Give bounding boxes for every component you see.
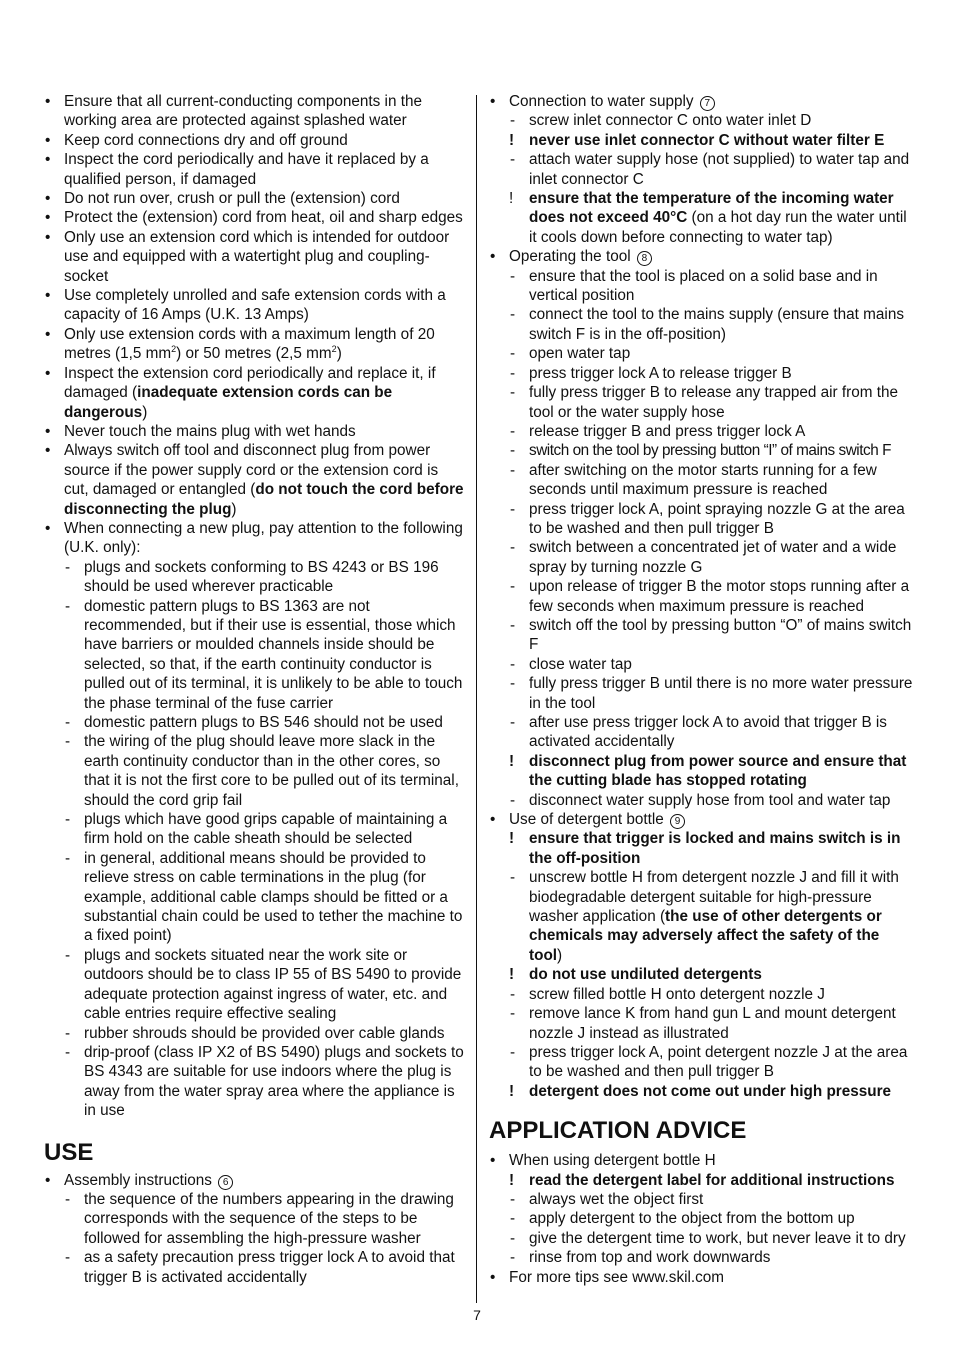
warning-text: read the detergent label for additional instructions — [529, 1171, 895, 1189]
warning — [489, 1082, 914, 1101]
warning-mark: ! — [509, 752, 515, 770]
safety-list — [44, 92, 466, 1121]
safety-item-plug: • When connecting a new plug, pay attention to the following (U.K. only): — [44, 519, 466, 558]
left-column — [44, 92, 466, 1287]
step: - remove lance K from hand gun L and mount detergent nozzle J instead as illustrated — [489, 1004, 914, 1043]
step: - close water tap — [489, 655, 914, 674]
text: Connection to water supply — [509, 93, 694, 110]
safety-item-switch-off — [44, 441, 466, 519]
warning-mark: ! — [509, 131, 515, 149]
bold-text: inadequate extension cords can be dangerous — [64, 384, 393, 421]
warning-mark: ! — [509, 830, 515, 848]
assembly-subitem: - as a safety precaution press trigger lock A to avoid that trigger B is activated accidentally — [44, 1248, 466, 1287]
advice-item: • When using detergent bottle H — [489, 1151, 914, 1170]
column-divider — [476, 95, 477, 1303]
step: - screw filled bottle H onto detergent nozzle J — [489, 985, 914, 1004]
warning — [489, 829, 914, 868]
warning — [489, 965, 914, 984]
step: - always wet the object first — [489, 1190, 914, 1209]
figure-reference-badge: 7 — [700, 96, 715, 111]
use-list — [44, 1171, 466, 1287]
plug-subitem: - drip-proof (class IP X2 of BS 5490) plugs and sockets to BS 4343 are suitable for use indoors where the plug is away from the water spray area where the appliance is in use — [44, 1043, 466, 1121]
superscript: 2 — [171, 344, 177, 355]
step: - fully press trigger B until there is no more water pressure in the tool — [489, 674, 914, 713]
plug-subitem: - rubber shrouds should be provided over cable glands — [44, 1024, 466, 1043]
step: - fully press trigger B to release any trapped air from the tool or the water supply hose — [489, 383, 914, 422]
plug-subitem: - plugs and sockets situated near the work site or outdoors should be to class IP 55 of BS 5490 to provide adequate protection against ingress of water, etc. and cable entries require effective sealing — [44, 946, 466, 1024]
plug-subitem: - plugs and sockets conforming to BS 4243 or BS 196 should be used wherever practicable — [44, 558, 466, 597]
text: ) — [231, 500, 237, 518]
figure-reference-badge: 6 — [218, 1175, 233, 1190]
safety-item-inspect — [44, 364, 466, 422]
step: - press trigger lock A, point spraying nozzle G at the area to be washed and then pull trigger B — [489, 500, 914, 539]
step-fill-bottle — [489, 868, 914, 965]
plug-subitem: - the wiring of the plug should leave more slack in the earth continuity conductor than in the other cores, so that it is not the first core to be pulled out of its terminal, should the cord grip fail — [44, 732, 466, 810]
right-column — [489, 92, 914, 1287]
text: ) — [557, 946, 563, 964]
text: (on a hot day run the water until it cools down before connecting to water tap) — [529, 209, 907, 246]
step: - switch off the tool by pressing button “O” of mains switch F — [489, 616, 914, 655]
operating-the-tool — [489, 247, 914, 266]
step: - give the detergent time to work, but never leave it to dry — [489, 1229, 914, 1248]
warning-mark: ! — [509, 966, 515, 984]
plug-subitem: - in general, additional means should be provided to relieve stress on cable terminations in the plug (for example, additional cable clamps should be fitted or a substantial chain could be used to tether the machine to a fixed point) — [44, 849, 466, 946]
warning-mark: ! — [509, 190, 514, 208]
warning-text: do not use undiluted detergents — [529, 966, 762, 984]
safety-item: • Protect the (extension) cord from heat, oil and sharp edges — [44, 208, 466, 227]
figure-reference-badge: 8 — [637, 251, 652, 266]
text: ) — [336, 345, 342, 363]
step: - open water tap — [489, 344, 914, 363]
text: Inspect the extension cord periodically and replace it, if damaged ( — [64, 364, 436, 402]
text: Only use extension cords with a maximum length of 20 metres (1,5 mm — [64, 325, 435, 363]
safety-item: • Ensure that all current-conducting components in the working area are protected against splashed water — [44, 92, 466, 131]
warning-mark: ! — [509, 1082, 515, 1100]
bold-text: the use of other detergents or chemicals may adversely affect the safety of the tool — [529, 908, 882, 964]
warning-mark: ! — [509, 1171, 515, 1189]
text: Operating the tool — [509, 248, 631, 266]
safety-item: • Do not run over, crush or pull the (extension) cord — [44, 189, 466, 208]
step: - attach water supply hose (not supplied) to water tap and inlet connector C — [489, 150, 914, 189]
figure-reference-badge: 9 — [670, 814, 685, 829]
step: - switch on the tool by pressing button “I” of mains switch F — [489, 441, 914, 460]
step: - ensure that the tool is placed on a solid base and in vertical position — [489, 267, 914, 306]
step: - switch between a concentrated jet of water and a wide spray by turning nozzle G — [489, 538, 914, 577]
assembly-subitem: - the sequence of the numbers appearing in the drawing corresponds with the sequence of the steps to be followed for assembling the high-pressure washer — [44, 1190, 466, 1248]
warning-temperature — [489, 189, 914, 247]
step: - after use press trigger lock A to avoid that trigger B is activated accidentally — [489, 713, 914, 752]
text: ) — [142, 403, 148, 421]
plug-subitem: - domestic pattern plugs to BS 1363 are not recommended, but if their use is essential, those which have barriers or moulded channels inside should be selected, so that, if the earth continuity conductor is pulled out of its terminal, it is unlikely to be able to touch the phase terminal of the fuse carrier — [44, 597, 466, 713]
warning — [489, 752, 914, 791]
text: unscrew bottle H from detergent nozzle J and fill it with biodegradable detergent suitable for high-pressure washer application ( — [529, 869, 899, 926]
step: - press trigger lock A to release trigger B — [489, 364, 914, 383]
advice-list — [489, 1151, 914, 1287]
text: Use of detergent bottle — [509, 811, 664, 829]
warning-text: detergent does not come out under high pressure — [529, 1082, 892, 1100]
warning-text: ensure that trigger is locked and mains switch is in the off-position — [529, 830, 901, 867]
step: - apply detergent to the object from the bottom up — [489, 1209, 914, 1228]
page-number: 7 — [473, 1307, 481, 1323]
bold-text: do not touch the cord before disconnecting the plug — [64, 481, 464, 518]
superscript: 2 — [331, 344, 337, 355]
use-heading: USE — [44, 1138, 94, 1166]
plug-subitem: - domestic pattern plugs to BS 546 should not be used — [44, 713, 466, 732]
application-advice-heading: APPLICATION ADVICE — [489, 1117, 747, 1145]
step: - rinse from top and work downwards — [489, 1248, 914, 1267]
step: - upon release of trigger B the motor stops running after a few seconds when maximum pressure is reached — [489, 577, 914, 616]
step: - disconnect water supply hose from tool and water tap — [489, 791, 914, 810]
text: ) or 50 metres (2,5 mm — [176, 345, 332, 363]
step: - release trigger B and press trigger lock A — [489, 422, 914, 441]
step: - press trigger lock A, point detergent nozzle J at the area to be washed and then pull trigger B — [489, 1043, 914, 1082]
warning-text: disconnect plug from power source and ensure that the cutting blade has stopped rotating — [529, 752, 907, 790]
safety-item-cord-length — [44, 325, 466, 364]
warning — [489, 131, 914, 150]
safety-item: • Inspect the cord periodically and have it replaced by a qualified person, if damaged — [44, 150, 466, 189]
text: Always switch off tool and disconnect plug from power source if the power supply cord or the extension cord is cut, damaged or entangled ( — [64, 442, 439, 499]
use-of-detergent-bottle — [489, 810, 914, 829]
step: - screw inlet connector C onto water inlet D — [489, 111, 914, 130]
connection-list — [489, 92, 914, 1101]
safety-item: • Keep cord connections dry and off ground — [44, 131, 466, 150]
plug-subitem: - plugs which have good grips capable of maintaining a firm hold on the cable sheath should be selected — [44, 810, 466, 849]
warning-text: ensure that the temperature of the incoming water does not exceed 40°C — [529, 190, 894, 227]
step: - connect the tool to the mains supply (ensure that mains switch F is in the off-position) — [489, 305, 914, 344]
safety-item: • Use completely unrolled and safe extension cords with a capacity of 16 Amps (U.K. 13 Amps) — [44, 286, 466, 325]
safety-item: • Never touch the mains plug with wet hands — [44, 422, 466, 441]
safety-item: • Only use an extension cord which is intended for outdoor use and equipped with a watertight plug and coupling-socket — [44, 228, 466, 286]
connection-to-water-supply — [489, 92, 914, 111]
advice-item-more-tips: • For more tips see www.skil.com — [489, 1268, 914, 1287]
text: Assembly instructions — [64, 1171, 212, 1189]
warning-text: never use inlet connector C without water filter E — [529, 131, 885, 149]
assembly-instructions — [44, 1171, 466, 1190]
step: - after switching on the motor starts running for a few seconds until maximum pressure is reached — [489, 461, 914, 500]
warning — [489, 1171, 914, 1190]
